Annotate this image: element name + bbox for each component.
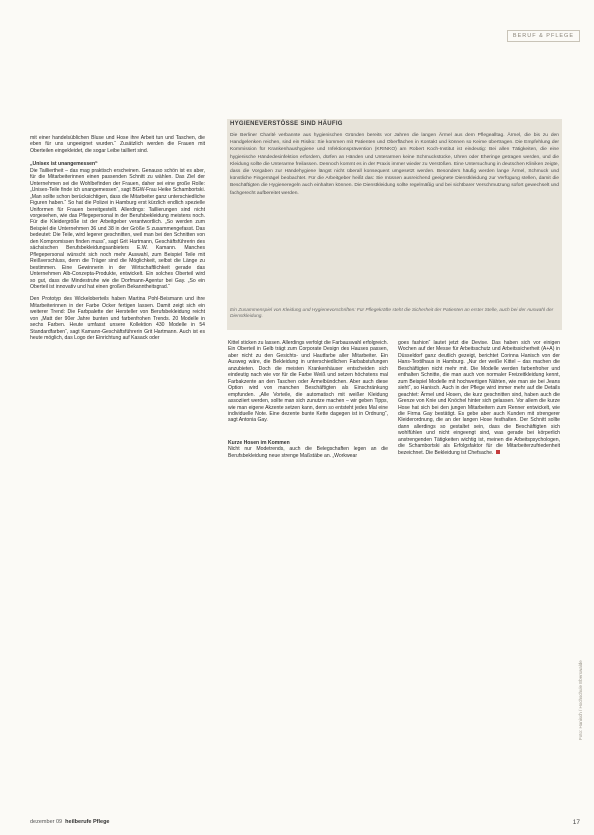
photo-credit [578,560,588,740]
photo-credit-text: Foto: Hanisch / Hochschule Eberswalde [578,660,583,740]
footer [30,819,110,825]
page-number: 17 [572,819,580,826]
footer-issue: dezember 09 [30,819,63,825]
subheading-unisex: „Unisex ist unangemessen“ [30,161,98,168]
section-tag: BERUF & PFLEGE [507,30,580,42]
column-middle [228,340,388,459]
column-left-para-3: Den Prototyp des Wickeloberteils haben Martina Pohl-Beismann und ihre Mitarbeiterinnen in der Farbe Ocker fertigen lassen. Damit zeigt sich ein weiterer Trend: Die Farbpalette der Hersteller von Berufsbekleidung reicht von „Matt der 90er Jahre bunten und farbenfrohen Trends. 20 Modelle in sechs Farben. Heute umfasst unsere Kollektion 430 Modelle in 54 Standardfarben“, sagt Kamann-Geschäftsführerin Grit Hartmann. Auch ist es heute möglich, das Logo der Einrichtung auf Kasack oder [30,296,205,342]
info-box-body [230,132,559,197]
image-caption-text: Ein Zusammenspiel von Kleidung und Hygienevorschriften: Für Pflegekräfte steht die Sicherheit der Patienten an erster Stelle, auch bei der Auswahl der Dienstkleidung. [230,308,554,320]
column-left [30,135,205,342]
info-box-text: Die Berliner Charité verbannte aus hygienischen Gründen bereits vor Jahren die langen Ärmel aus dem Pflegealltag. Ärmel, die bis zu den Handgelenken reichen, sind ein Risiko: Sie kommen mit Patienten und Oberflächen in Kontakt und können so Keime übertragen. Die Empfehlung der Kommission für Krankenhaushygiene und Infektionsprävention (KRINKO) am Robert Koch-Institut ist eindeutig: Bei allen Tätigkeiten, die eine hygienische Händedesinfektion erfordern, dürfen an Händen und Unterarmen keine Schmuckstücke, Uhren oder Eheringe getragen werden, und die Kleidung sollte die Unterarme freilassen. Dennoch kommt es in der Praxis immer wieder zu Verstößen. Eine Untersuchung in deutschen Kliniken zeigte, dass die Vorgaben zur Händehygiene längst nicht überall konsequent umgesetzt werden. Besonders häufig werden lange Ärmel, Schmuck und künstliche Fingernägel beobachtet. Für die Arbeitgeber heißt das: Sie müssen ausreichend geeignete Dienstkleidung zur Verfügung stellen, damit die Beschäftigten die Hygieneregeln auch einhalten können. Die Dienstkleidung sollte regelmäßig und bei sichtbarer Verschmutzung sofort gewechselt und fachgerecht aufbereitet werden. [230,133,559,196]
column-left-para-1: mit einer handelsüblichen Bluse und Hose ihre Arbeit tun und Taschen, die eben für uns ungeeignet wurden.“ Zusätzlich werden die Frauen mit Oberteilen eingekleidet, die sogar Leibe tailliert sind. [30,135,205,154]
footer-brand: heilberufe Pflege [65,819,110,825]
column-left-para-2: Die Tailliertheit – das mag praktisch erscheinen. Genauso schön ist es aber, für die Mitarbeiterinnen einen passenden Schnitt zu wählen. Das Ziel der Unternehmen sei die Wohlbefinden der Frauen, daher sei eine große Rolle: „Unisex-Teile finde ich unangemessen“, sagt BGW-Frau Heike Schambortski. „Man sollte schon berücksichtigen, dass die Mitarbeiter ganz unterschiedliche Figuren haben.“ So hat die Polizei in Hamburg erst kürzlich endlich spezielle Uniformen für Frauen bereitgestellt. Allerdings: Taillierungen sind nicht vorgesehen, wie das Pflegepersonal in der Berufsbekleidung meistens noch. Für die Kleidergröße ist der Arbeitgeber verantwortlich. „So werden zum Beispiel die Unternehmen 36 und 38 in der Größe S zusammengefasst. Das bedeutet: Die Teile, wird legerer geschnitten, weil man bei den Schnitten von den Kompromissen finden muss“, sagt Grit Hartmann, Geschäftsführerin des sächsischen Berufsbekleidungsanbieters E.W. Kamann. Manches Pflegepersonal wünscht sich noch mehr Auswahl, zum Beispiel Teile mit Reißverschluss, denn die Träger sind die Möglichkeit, selbst die Länge zu bestimmen. Eine Gewinnerin in der Wirtschaftlichkeit gerade das Unternehmen Alb-Conzepta-Produkte, entwickelt. Ein solches Oberteil wird so gut, dass die Mindestruhe wie die Dorfmann-Agentur bei Gay. „So ein Oberteil ist innovativ und hat einen großen Bekanntheitsgrad.“ [30,167,205,290]
column-right [398,340,560,456]
end-mark-icon [496,450,500,454]
column-middle-para-1: Kittel sticken zu lassen. Allerdings verfolgt die Farbauswahl erfolgreich. Ein Oberteil in Gelb trägt zum Corporate Design des Hauses passen, aber nicht zu den Gesichts- und Hautfarbe aller Mitarbeiter. Ein Ausweg wäre, die Bekleidung in unterschiedlichen Farbabstufungen anzubieten. Doch die meisten Krankenhäuser entscheiden sich eindeutig nach wie vor für die Farbe Weiß und setzen höchstens mal Farbakzente an den Taschen oder Ärmelbündchen. Aber auch diese Option wird von manchen Beschäftigten als Einschränkung empfunden. „Alle Vorteile, die automatisch mit weißer Kleidung assoziiert werden, sollte man sich zunutze machen – wir geben Tipps, wie man eigene Akzente setzen kann, denn so entsteht jedes Mal eine individuelle Note. Eine dezente bunte Kette dagegen ist in Ordnung“, sagt Antonia Gay. [228,340,388,424]
column-right-para-1 [398,340,560,456]
column-middle-para-2: Nicht nur Modetrends, auch die Belegschaften legen an die Berufsbekleidung neue strenge Maßstäbe an. „Workwear [228,446,388,459]
column-right-text: goes fashion“ lautet jetzt die Devise. Das haben sich vor einigen Wochen auf der Messe für Arbeitsschutz und Arbeitssicherheit (A+A) in Düsseldorf ganz deutlich gezeigt, berichtet Corinna Hanisch von der Hans-Textilhaus in Hamburg. „Nur der weiße Kittel – das machen die Beschäftigten nicht mehr mit. Die Modelle werden farbenfroher und enthalten Schnitte, die man auch von normaler Freizeitkleidung kennt, zum Beispiel Modelle mit hochwertigen Nähten, wie man sie bei Jeans sieht“, so Hanisch. Auch in der Pflege wird immer mehr auf die Details geachtet: Ärmel und Hosen, die kurz geschnitten sind, haben auch die Grenze von Knie und Knöchel hinter sich gelassen. Vor allem die kurze Hose hat sich bei den jungen Mitarbeitern zum Renner entwickelt, wie die Firma Gay bestätigt. Es gebe aber auch Kunden mit strengerer Kleiderordnung, die an der langen Hose festhalten. Der Schnitt sollte dann allerdings so gestaltet sein, dass die Beschäftigten sich wohlfühlen und nicht eingeengt sind, was gerade bei körperlich anstrengenden Tätigkeiten wichtig ist, meinen die Arbeitspsychologen, die Schambortski als Erfolgsfaktor für die Mitarbeiterzufriedenheit bezeichnet. Die Bekleidung ist Chefsache. [398,340,560,456]
image-caption [230,308,559,320]
info-box-title: HYGIENEVERSTÖSSE SIND HÄUFIG [230,121,343,127]
subheading-shorts: Kurze Hosen im Kommen [228,439,290,446]
